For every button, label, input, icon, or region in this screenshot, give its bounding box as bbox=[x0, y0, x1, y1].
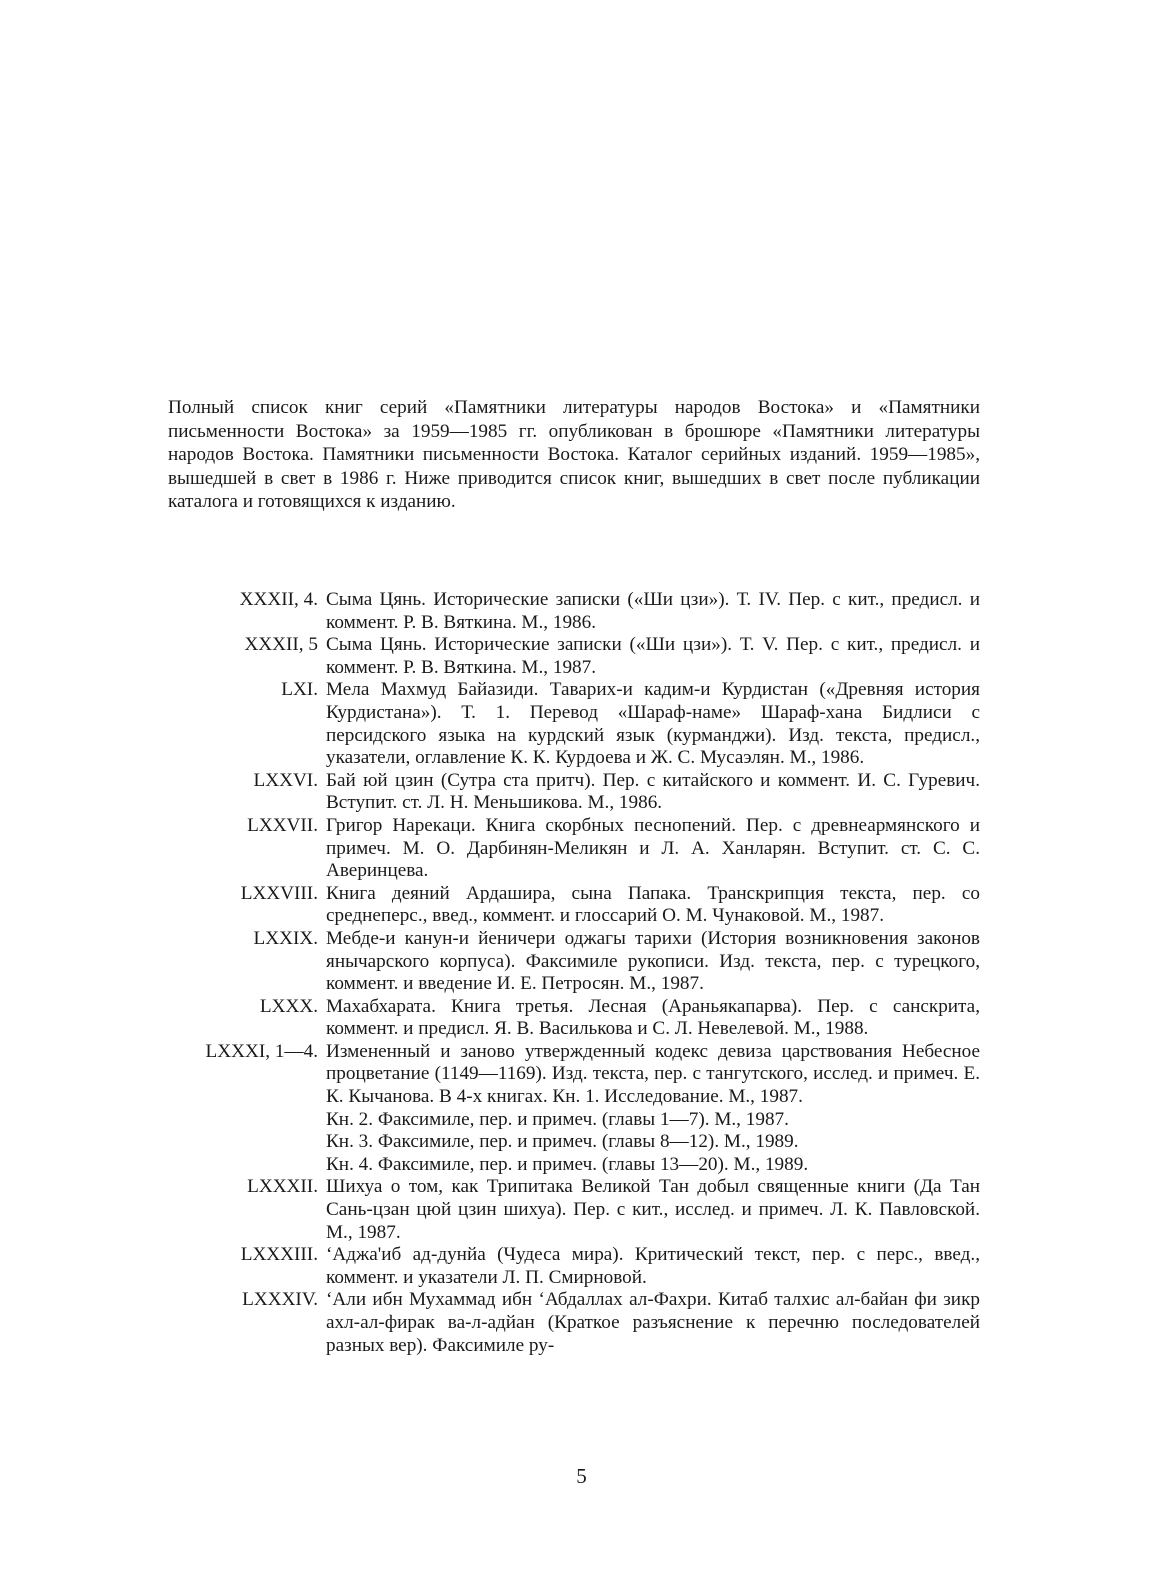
entry-description: Махабхарата. Книга третья. Лесная (Араньякапарва). Пер. с санскрита, коммент. и предисл. Я. В. Василькова и С. Л. Невелевой. М., 1988. bbox=[326, 995, 980, 1040]
entry-body bbox=[326, 589, 980, 634]
entry-body bbox=[326, 1289, 980, 1357]
entry-volume-number: LXXIX. bbox=[253, 927, 318, 949]
entry-body bbox=[326, 679, 980, 769]
entry-subvolume: Кн. 2. Факсимиле, пер. и примеч. (главы 1—7). М., 1987. bbox=[326, 1108, 789, 1130]
book-entry bbox=[180, 928, 980, 996]
entry-description: Книга деяний Ардашира, сына Папака. Транскрипция текста, пер. со среднеперс., введ., коммент. и глоссарий О. М. Чунаковой. М., 1987. bbox=[326, 882, 980, 927]
book-entry bbox=[180, 883, 980, 928]
entry-volume-number: XXXII, 4. bbox=[239, 589, 318, 610]
entry-description: Измененный и заново утвержденный кодекс девиза царствования Небесное процветание (1149—1169). Изд. текста, пер. с тангутского, исслед. и примеч. Е. К. Кычанова. В 4-х книгах. Кн. 1. Исследование. М., 1987. bbox=[326, 1040, 980, 1108]
entry-body bbox=[326, 634, 980, 679]
entry-body bbox=[326, 1176, 980, 1244]
book-entry bbox=[180, 996, 980, 1041]
entry-volume-number: LXXVII. bbox=[247, 814, 318, 836]
book-entry bbox=[180, 815, 980, 883]
book-entry bbox=[180, 634, 980, 679]
book-entry bbox=[180, 1176, 980, 1244]
book-entry bbox=[180, 1289, 980, 1357]
entry-volume-number: LXXXIV. bbox=[242, 1289, 318, 1311]
entry-body bbox=[326, 883, 980, 928]
entry-subvolume: Кн. 4. Факсимиле, пер. и примеч. (главы 13—20). М., 1989. bbox=[326, 1153, 809, 1175]
entry-volume-number: XXXII, 5 bbox=[244, 634, 318, 656]
entry-body bbox=[326, 996, 980, 1041]
book-entry bbox=[180, 770, 980, 815]
entry-description: Мела Махмуд Байазиди. Таварих-и кадим-и Курдистан («Древняя история Курдистана»). Т. 1. Перевод «Шараф-наме» Шараф-хана Бидлиси с персидского языка на курдский язык (курманджи). Изд. текста, предисл., указатели, оглавление К. К. Курдоева и Ж. С. Мусаэлян. М., 1986. bbox=[326, 679, 980, 769]
entry-volume-number: LXXXII. bbox=[247, 1176, 318, 1198]
entry-description: Шихуа о том, как Трипитака Великой Тан добыл священные книги (Да Тан Сань-цзан цюй цзин шихуа). Пер. с кит., исслед. и примеч. Л. К. Павловской. М., 1987. bbox=[326, 1176, 980, 1243]
entry-description: Сыма Цянь. Исторические записки («Ши цзи»). Т. IV. Пер. с кит., предисл. и коммент. Р. В. Вяткина. М., 1986. bbox=[326, 589, 980, 633]
entry-body bbox=[326, 770, 980, 815]
intro-paragraph: Полный список книг серий «Памятники литературы народов Востока» и «Памятники письменности Востока» за 1959—1985 гг. опубликован в брошюре «Памятники литературы народов Востока. Памятники письменности Востока. Каталог серийных изданий. 1959—1985», вышедшей в свет в 1986 г. Ниже приводится список книг, вышедших в свет после публикации каталога и готовящихся к изданию. bbox=[168, 397, 980, 512]
entry-description: Сыма Цянь. Исторические записки («Ши цзи»). Т. V. Пер. с кит., предисл. и коммент. Р. В. Вяткина. М., 1987. bbox=[326, 634, 980, 678]
book-list bbox=[180, 589, 980, 1357]
entry-description: Бай юй цзин (Сутра ста притч). Пер. с китайского и коммент. И. С. Гуревич. Вступит. ст. Л. Н. Меньшикова. М., 1986. bbox=[326, 769, 980, 814]
entry-description: Григор Нарекаци. Книга скорбных песнопений. Пер. с древнеармянского и примеч. М. О. Дарбинян-Меликян и Л. А. Ханларян. Вступит. ст. С. С. Аверинцева. bbox=[326, 814, 980, 882]
entry-volume-number: LXI. bbox=[281, 679, 318, 701]
entry-volume-number: LXXXI, 1—4. bbox=[205, 1040, 318, 1062]
entry-body bbox=[326, 928, 980, 996]
entry-description: Мебде-и канун-и йеничери оджагы тарихи (История возникновения законов янычарского корпуса). Факсимиле рукописи. Изд. текста, пер. с турецкого, коммент. и введение И. Е. Петросян. М., 1987. bbox=[326, 927, 980, 995]
book-entry bbox=[180, 679, 980, 769]
entry-body bbox=[326, 1041, 980, 1177]
book-entry bbox=[180, 1244, 980, 1289]
entry-body bbox=[326, 815, 980, 883]
entry-volume-number: LXXVIII. bbox=[240, 882, 318, 904]
entry-body bbox=[326, 1244, 980, 1289]
entry-subvolume: Кн. 3. Факсимиле, пер. и примеч. (главы 8—12). М., 1989. bbox=[326, 1131, 799, 1153]
entry-volume-number: LXXX. bbox=[259, 995, 318, 1017]
entry-description: ʻАли ибн Мухаммад ибн ʻАбдаллах ал-Фахри. Китаб талхис ал-байан фи зикр ахл-ал-фирак ва-л-адйан (Краткое разъяснение к перечню последователей разных вер). Факсимиле ру- bbox=[326, 1289, 980, 1356]
entry-description: ʻАджа'иб ад-дунйа (Чудеса мира). Критический текст, пер. с перс., введ., коммент. и указатели Л. П. Смирновой. bbox=[326, 1244, 980, 1288]
page-number: 5 bbox=[576, 1464, 587, 1488]
entry-volume-number: LXXVI. bbox=[253, 769, 318, 791]
book-entry bbox=[180, 1041, 980, 1177]
book-entry bbox=[180, 589, 980, 634]
entry-volume-number: LXXXIII. bbox=[240, 1244, 318, 1266]
